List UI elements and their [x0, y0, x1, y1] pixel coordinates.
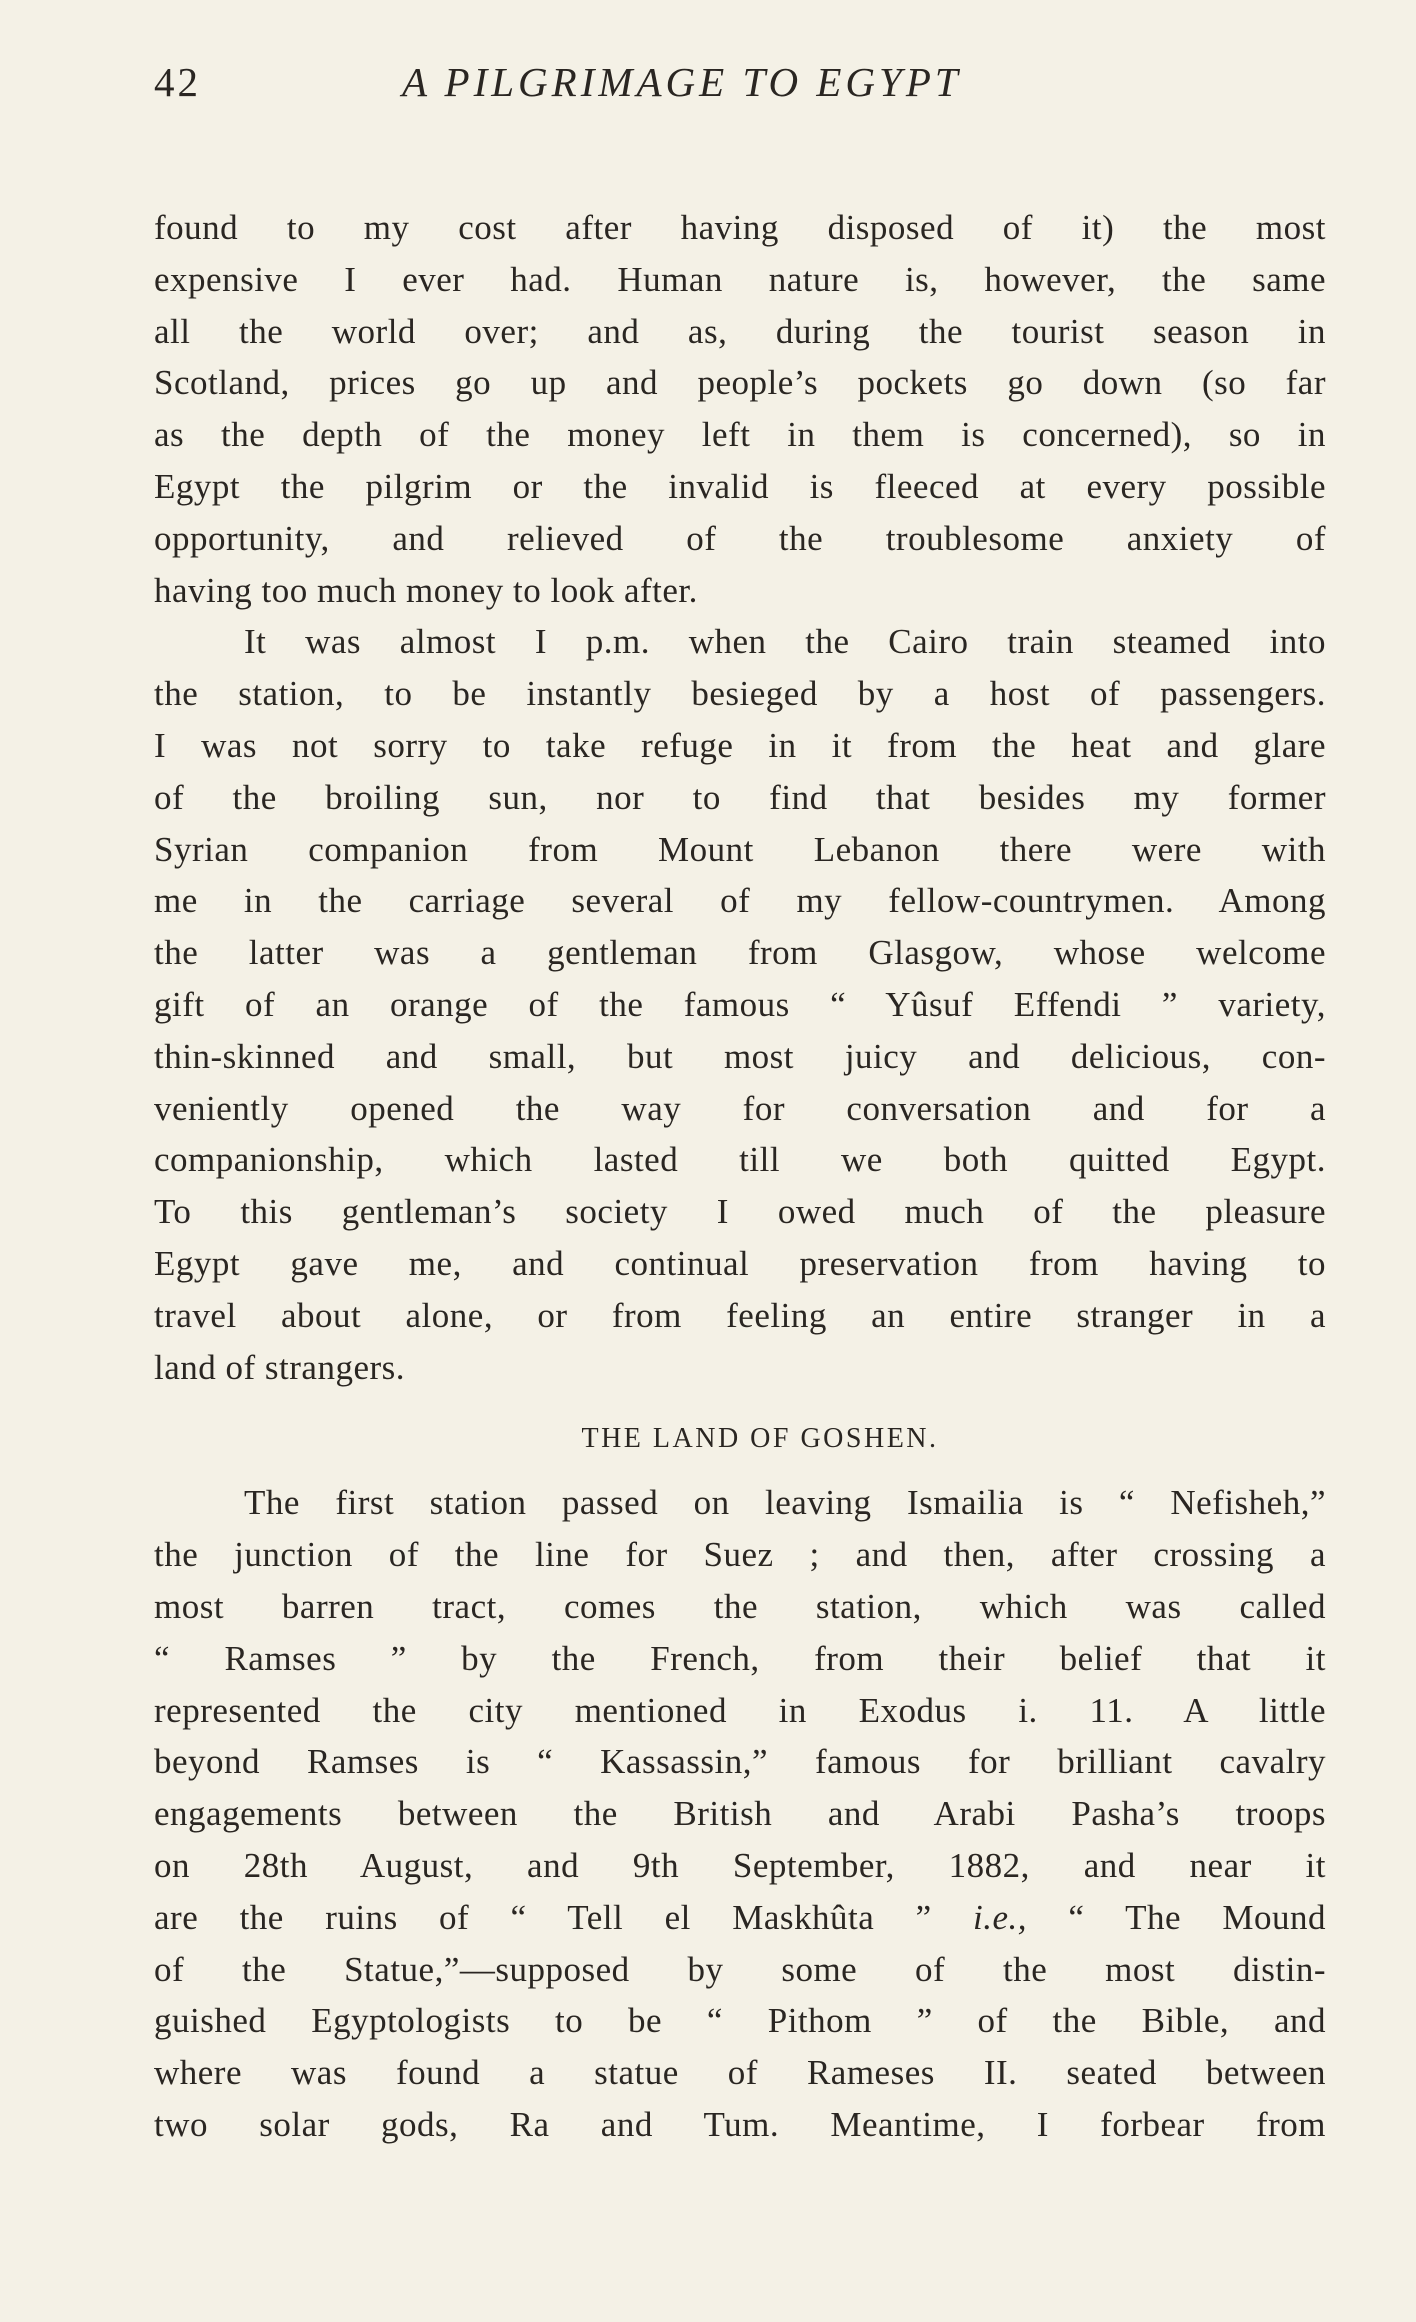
text-line-with-italic [154, 1892, 1326, 1944]
text-line: companionship, which lasted till we both quitted Egypt. [154, 1140, 1326, 1180]
text-line: the junction of the line for Suez ; and then, after crossing a [154, 1535, 1326, 1575]
text-line: It was almost I p.m. when the Cairo train steamed into [244, 622, 1326, 662]
text-line: “ Ramses ” by the French, from their belief that it [154, 1638, 1326, 1678]
text-line: as the depth of the money left in them is concerned), so in [154, 415, 1326, 455]
text-line: veniently opened the way for conversation and for a [154, 1088, 1326, 1128]
text-line: Scotland, prices go up and people’s pockets go down (so far [154, 363, 1326, 403]
section-heading: THE LAND OF GOSHEN. [581, 1423, 939, 1455]
page-number: 42 [154, 59, 201, 105]
text-segment: “ The Mound [1068, 1897, 1327, 1937]
text-line: all the world over; and as, during the tourist season in [154, 311, 1326, 351]
text-line: me in the carriage several of my fellow-countrymen. Among [154, 881, 1326, 921]
running-title: A PILGRIMAGE TO EGYPT [402, 59, 962, 105]
text-line: guished Egyptologists to be “ Pithom ” of the Bible, and [154, 2001, 1326, 2041]
text-line: the latter was a gentleman from Glasgow, whose welcome [154, 933, 1326, 973]
body-text [154, 202, 1326, 2151]
text-line: represented the city mentioned in Exodus i. 11. A little [154, 1690, 1326, 1730]
text-line: of the broiling sun, nor to find that besides my former [154, 777, 1326, 817]
text-line: the station, to be instantly besieged by a host of passengers. [154, 674, 1326, 714]
text-line: land of strangers. [154, 1347, 406, 1387]
text-line: most barren tract, comes the station, which was called [154, 1586, 1326, 1626]
text-line: of the Statue,”—supposed by some of the most distin- [154, 1949, 1326, 1989]
text-line: expensive I ever had. Human nature is, however, the same [154, 259, 1326, 299]
paragraph-2 [154, 616, 1326, 1393]
book-page [154, 58, 1326, 2151]
text-segment: are the ruins of “ Tell el Maskhûta ” [154, 1897, 932, 1937]
text-line: Syrian companion from Mount Lebanon there were with [154, 829, 1326, 869]
text-line: two solar gods, Ra and Tum. Meantime, I forbear from [154, 2104, 1326, 2144]
text-line: I was not sorry to take refuge in it from the heat and glare [154, 725, 1326, 765]
paragraph-3 [154, 1477, 1326, 2150]
text-line: where was found a statue of Rameses II. seated between [154, 2053, 1326, 2093]
text-line: The first station passed on leaving Ismailia is “ Nefisheh,” [244, 1483, 1326, 1523]
paragraph-1 [154, 202, 1326, 616]
text-line: thin-skinned and small, but most juicy and delicious, con- [154, 1036, 1326, 1076]
text-line: having too much money to look after. [154, 570, 698, 610]
text-line: gift of an orange of the famous “ Yûsuf Effendi ” variety, [154, 984, 1326, 1024]
italic-abbreviation: i.e., [972, 1897, 1027, 1937]
text-line: engagements between the British and Arabi Pasha’s troops [154, 1794, 1326, 1834]
text-line: found to my cost after having disposed of it) the most [154, 208, 1326, 247]
text-line: Egypt gave me, and continual preservation from having to [154, 1243, 1326, 1283]
text-line: Egypt the pilgrim or the invalid is fleeced at every possible [154, 466, 1326, 506]
text-line: To this gentleman’s society I owed much of the pleasure [154, 1192, 1326, 1232]
running-head [154, 58, 1326, 112]
text-line: opportunity, and relieved of the troublesome anxiety of [154, 518, 1326, 558]
text-line: travel about alone, or from feeling an entire stranger in a [154, 1295, 1326, 1335]
text-line: beyond Ramses is “ Kassassin,” famous for brilliant cavalry [154, 1742, 1326, 1782]
text-line: on 28th August, and 9th September, 1882, and near it [154, 1845, 1326, 1885]
